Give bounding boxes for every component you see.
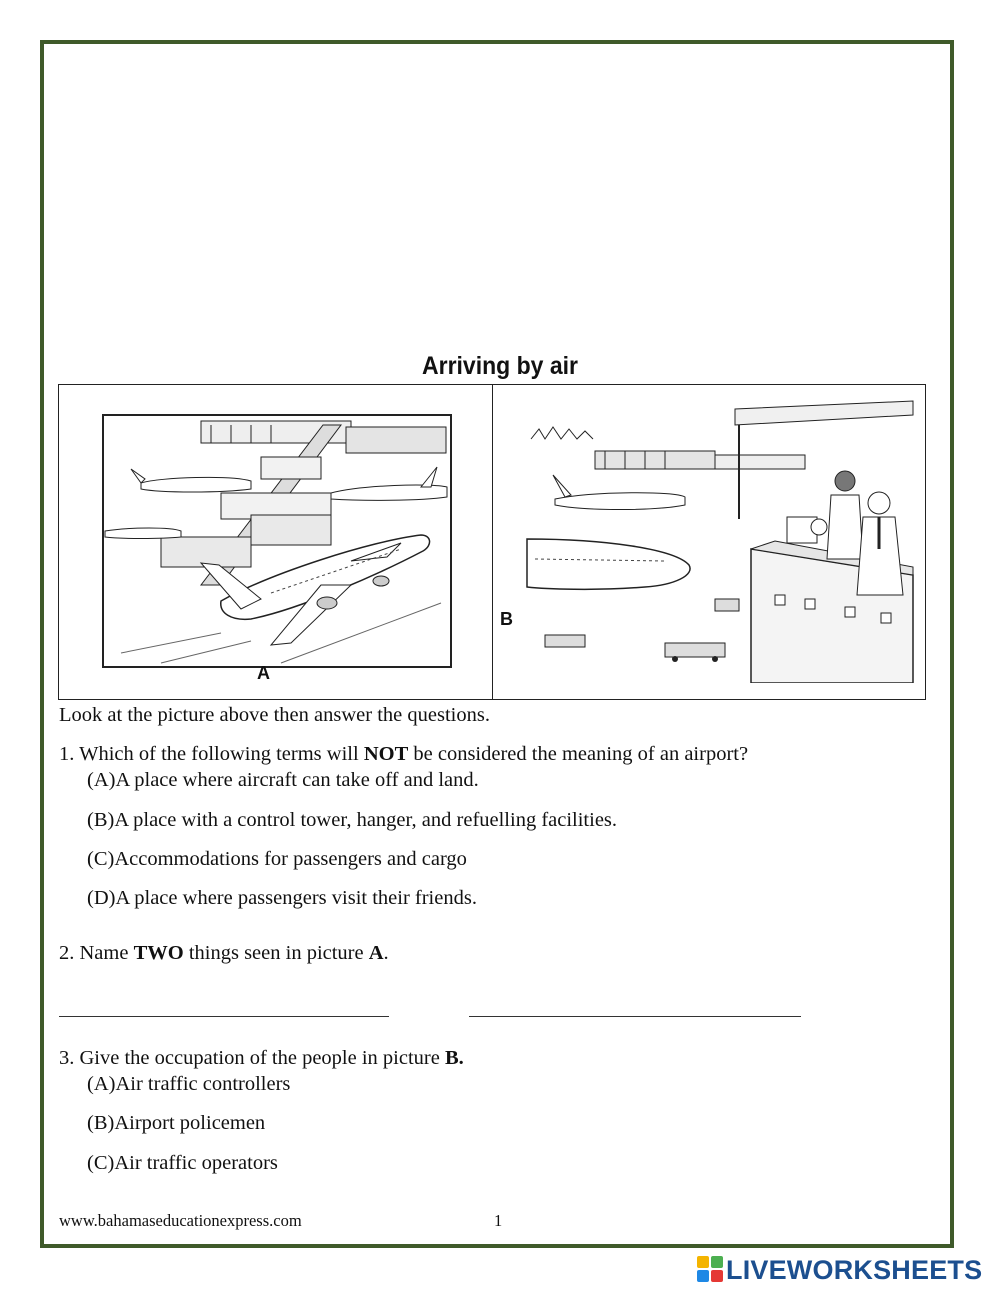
- footer-website: www.bahamaseducationexpress.com: [59, 1211, 302, 1230]
- q1-option-b[interactable]: (B)A place with a control tower, hanger, and refuelling facilities.: [87, 809, 618, 831]
- liveworksheets-logo: [697, 1253, 982, 1287]
- page-number: 1: [494, 1211, 503, 1230]
- q1-option-d[interactable]: (D)A place where passengers visit their friends.: [87, 887, 477, 909]
- instruction-text: Look at the picture above then answer the questions.: [59, 704, 490, 726]
- question-1: 1. Which of the following terms will NOT be considered the meaning of an airport?: [59, 743, 749, 765]
- liveworksheets-logo-icon: [697, 1256, 723, 1284]
- liveworksheets-logo-text: LIVEWORKSHEETS: [726, 1254, 983, 1285]
- picture-a-label: A: [257, 663, 270, 683]
- q3-option-a[interactable]: (A)Air traffic controllers: [87, 1073, 291, 1095]
- q3-option-c[interactable]: (C)Air traffic operators: [87, 1152, 278, 1174]
- page-title: Arriving by air: [422, 352, 578, 380]
- pictures-table: [58, 384, 926, 700]
- answer-blank-1[interactable]: [59, 1016, 389, 1017]
- question-2: 2. Name TWO things seen in picture A.: [59, 942, 389, 964]
- question-3: 3. Give the occupation of the people in picture B.: [59, 1047, 464, 1069]
- q3-option-b[interactable]: (B)Airport policemen: [87, 1112, 266, 1134]
- answer-blank-2[interactable]: [469, 1016, 801, 1017]
- picture-b-label: B: [500, 609, 513, 629]
- table-divider: [492, 385, 493, 699]
- picture-a-airport-terminal: [101, 413, 453, 669]
- picture-b-control-tower: [525, 399, 915, 683]
- q1-option-c[interactable]: (C)Accommodations for passengers and cargo: [87, 848, 467, 870]
- q1-option-a[interactable]: (A)A place where aircraft can take off and land.: [87, 769, 479, 791]
